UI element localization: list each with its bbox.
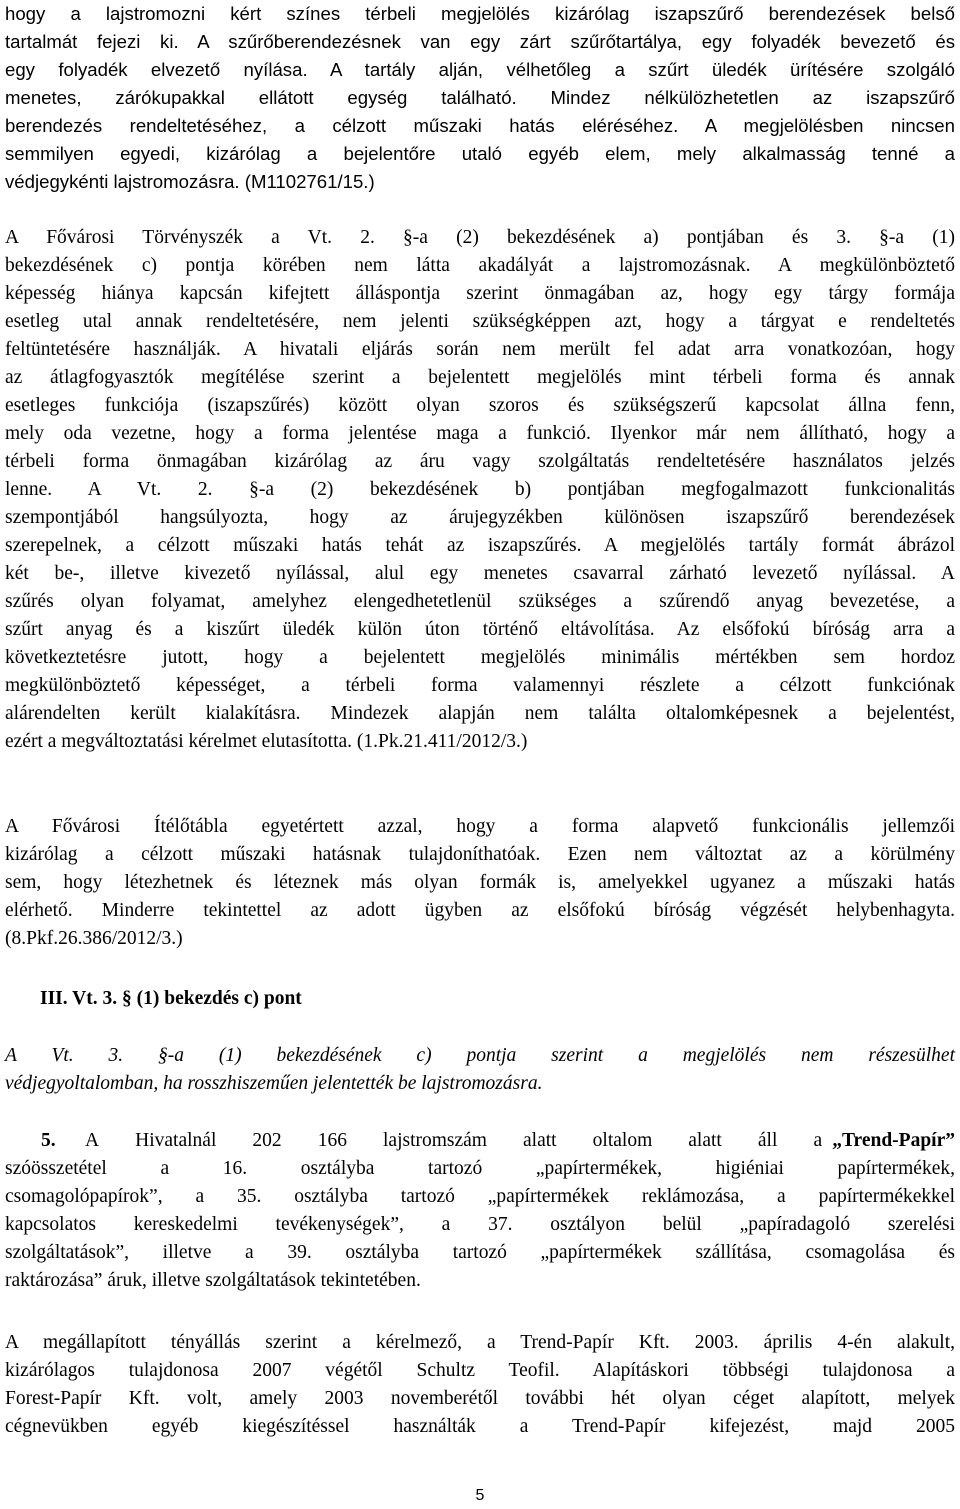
- text-line: hogy a lajstromozni kért színes térbeli megjelölés kizárólag iszapszűrő berendezések belső: [5, 3, 955, 24]
- text-line: bekezdésének c) pontja körében nem látta akadályát a lajstromozásnak. A megkülönböztető: [5, 255, 955, 276]
- paragraph-filter-description: [5, 0, 955, 196]
- text-line: A Vt. 3. §-a (1) bekezdésének c) pontja szerint a megjelölés nem részesülhet: [5, 1045, 955, 1066]
- text-line: alárendelten került kialakításra. Mindezek alapján nem találta oltalomképesnek a bejelentést,: [5, 703, 955, 724]
- word: áll: [757, 1130, 778, 1151]
- word: A: [85, 1130, 100, 1151]
- text-line: szűrés olyan folyamat, amelyhez elengedhetetlenül szükséges a szűrendő anyag bevezetése, a: [5, 591, 955, 612]
- text-line: két be-, illetve kivezető nyílással, alul egy menetes csavarral zárható levezető nyílással. A: [5, 563, 955, 584]
- text-line: védjegyoltalomban, ha rosszhiszeműen jelentették be lajstromozásra.: [5, 1073, 543, 1094]
- text-line: lenne. A Vt. 2. §-a (2) bekezdésének b) pontjában megfogalmazott funkcionalitás: [5, 479, 955, 500]
- word: a: [813, 1130, 823, 1151]
- text-line: A megállapított tényállás szerint a kérelmező, a Trend-Papír Kft. 2003. április 4-én alakult,: [5, 1332, 955, 1353]
- text-line: védjegykénti lajstromozásra. (M1102761/15.): [5, 171, 375, 192]
- trademark-name: „Trend-Papír”: [832, 1130, 955, 1151]
- text-line: az átlagfogyasztók megítélése szerint a bejelentett megjelölés mint térbeli forma és annak: [5, 367, 955, 388]
- text-line: egy folyadék elvezető nyílása. A tartály alján, vélhetőleg a szűrt üledék ürítésére szolgáló: [5, 59, 955, 80]
- text-line: A Fővárosi Ítélőtábla egyetértett azzal, hogy a forma alapvető funkcionális jellemzői: [5, 816, 955, 837]
- word: alatt: [688, 1130, 722, 1151]
- text-line: Forest-Papír Kft. volt, amely 2003 novemberétől további hét olyan céget alapított, melyek: [5, 1388, 955, 1409]
- text-line: tartalmát fejezi ki. A szűrőberendezésnek van egy zárt szűrőtartálya, egy folyadék bevezető és: [5, 31, 955, 52]
- text-line: szűrt anyag és a kiszűrt üledék külön úton történő eltávolítása. Az elsőfokú bíróság arra a: [5, 619, 955, 640]
- paragraph-case-5: [5, 1127, 955, 1295]
- paragraph-itelotabla: [5, 813, 955, 953]
- paragraph-torvenyszek: [5, 224, 955, 756]
- text-line: [5, 1127, 955, 1155]
- text-line: esetleges funkciója (iszapszűrés) között olyan szoros és szükségszerű kapcsolat állna fenn,: [5, 395, 955, 416]
- word: alatt: [523, 1130, 557, 1151]
- text-line: kapcsolatos kereskedelmi tevékenységek”, a 37. osztályon belül „papíradagoló szerelési: [5, 1214, 955, 1235]
- text-line: kizárólag a célzott műszaki hatásnak tulajdoníthatóak. Ezen nem változtat az a körülmény: [5, 844, 955, 865]
- paragraph-facts: [5, 1329, 955, 1441]
- section-heading: [40, 985, 640, 1013]
- text-line: A Fővárosi Törvényszék a Vt. 2. §-a (2) bekezdésének a) pontjában és 3. §-a (1): [5, 227, 955, 248]
- word: 166: [317, 1130, 347, 1151]
- word: 202: [252, 1130, 282, 1151]
- text-line: menetes, zárókupakkal ellátott egység található. Mindez nélkülözhetetlen az iszapszűrő: [5, 87, 955, 108]
- text-line: berendezés rendeltetéséhez, a célzott műszaki hatás eléréséhez. A megjelölésben nincsen: [5, 115, 955, 136]
- case-5-first-line: [85, 1127, 955, 1155]
- case-number: 5.: [41, 1130, 56, 1151]
- text-line: szempontjából hangsúlyozta, hogy az árujegyzékben különösen iszapszűrő berendezések: [5, 507, 955, 528]
- text-line: következtetésre jutott, hogy a bejelentett megjelölés minimális mértékben sem hordoz: [5, 647, 955, 668]
- text-line: mely oda vezetne, hogy a forma jelentése maga a funkció. Ilyenkor már nem állítható, hogy a: [5, 423, 955, 444]
- word: oltalom: [592, 1130, 653, 1151]
- text-line: elérhető. Minderre tekintettel az adott ügyben az elsőfokú bíróság végzését helybenhagyta.: [5, 900, 955, 921]
- text-line: megkülönböztető képességet, a térbeli forma valamennyi részlete a célzott funkciónak: [5, 675, 955, 696]
- text-line: feltüntetésére használják. A hivatali eljárás során nem merült fel adat arra vonatkozóan, hogy: [5, 339, 955, 360]
- text-line: sem, hogy létezhetnek és léteznek más olyan formák is, amelyekkel ugyanez a műszaki hatás: [5, 872, 955, 893]
- page-number: 5: [475, 1487, 485, 1504]
- text-line: kizárólagos tulajdonosa 2007 végétől Schultz Teofil. Alapításkori többségi tulajdonosa a: [5, 1360, 955, 1381]
- text-line: (8.Pkf.26.386/2012/3.): [5, 928, 183, 949]
- word: Hivatalnál: [135, 1130, 217, 1151]
- section-heading-text: III. Vt. 3. § (1) bekezdés c) pont: [40, 988, 302, 1009]
- text-line: ezért a megváltoztatási kérelmet elutasította. (1.Pk.21.411/2012/3.): [5, 731, 528, 752]
- text-line: térbeli forma önmagában kizárólag az áru vagy szolgáltatás rendeltetésére használatos jelzés: [5, 451, 955, 472]
- word: lajstromszám: [383, 1130, 487, 1151]
- text-line: csomagolópapírok”, a 35. osztályba tartozó „papírtermékek reklámozása, a papírtermékekkel: [5, 1186, 955, 1207]
- text-line: esetleg utal annak rendeltetésére, nem jelenti szükségképpen azt, hogy a tárgyat e rendeltetés: [5, 311, 955, 332]
- text-line: cégnevükben egyéb kiegészítéssel használták a Trend-Papír kifejezést, majd 2005: [5, 1416, 955, 1437]
- text-line: szerepelnek, a célzott műszaki hatás tehát az iszapszűrés. A megjelölés tartály formát ábrázol: [5, 535, 955, 556]
- text-line: szóösszetétel a 16. osztályba tartozó „papírtermékek, higiéniai papírtermékek,: [5, 1158, 955, 1179]
- case-5-intro: [85, 1127, 822, 1155]
- paragraph-statute-quote: [5, 1042, 955, 1098]
- text-line: raktározása” áruk, illetve szolgáltatások tekintetében.: [5, 1270, 421, 1291]
- text-line: szolgáltatások”, illetve a 39. osztályba tartozó „papírtermékek szállítása, csomagolása és: [5, 1242, 955, 1263]
- text-line: semmilyen egyedi, kizárólag a bejelentőre utaló egyéb elem, mely alkalmasság tenné a: [5, 143, 955, 164]
- text-line: képesség hiánya kapcsán kifejtett álláspontja szerint önmagában az, hogy egy tárgy formája: [5, 283, 955, 304]
